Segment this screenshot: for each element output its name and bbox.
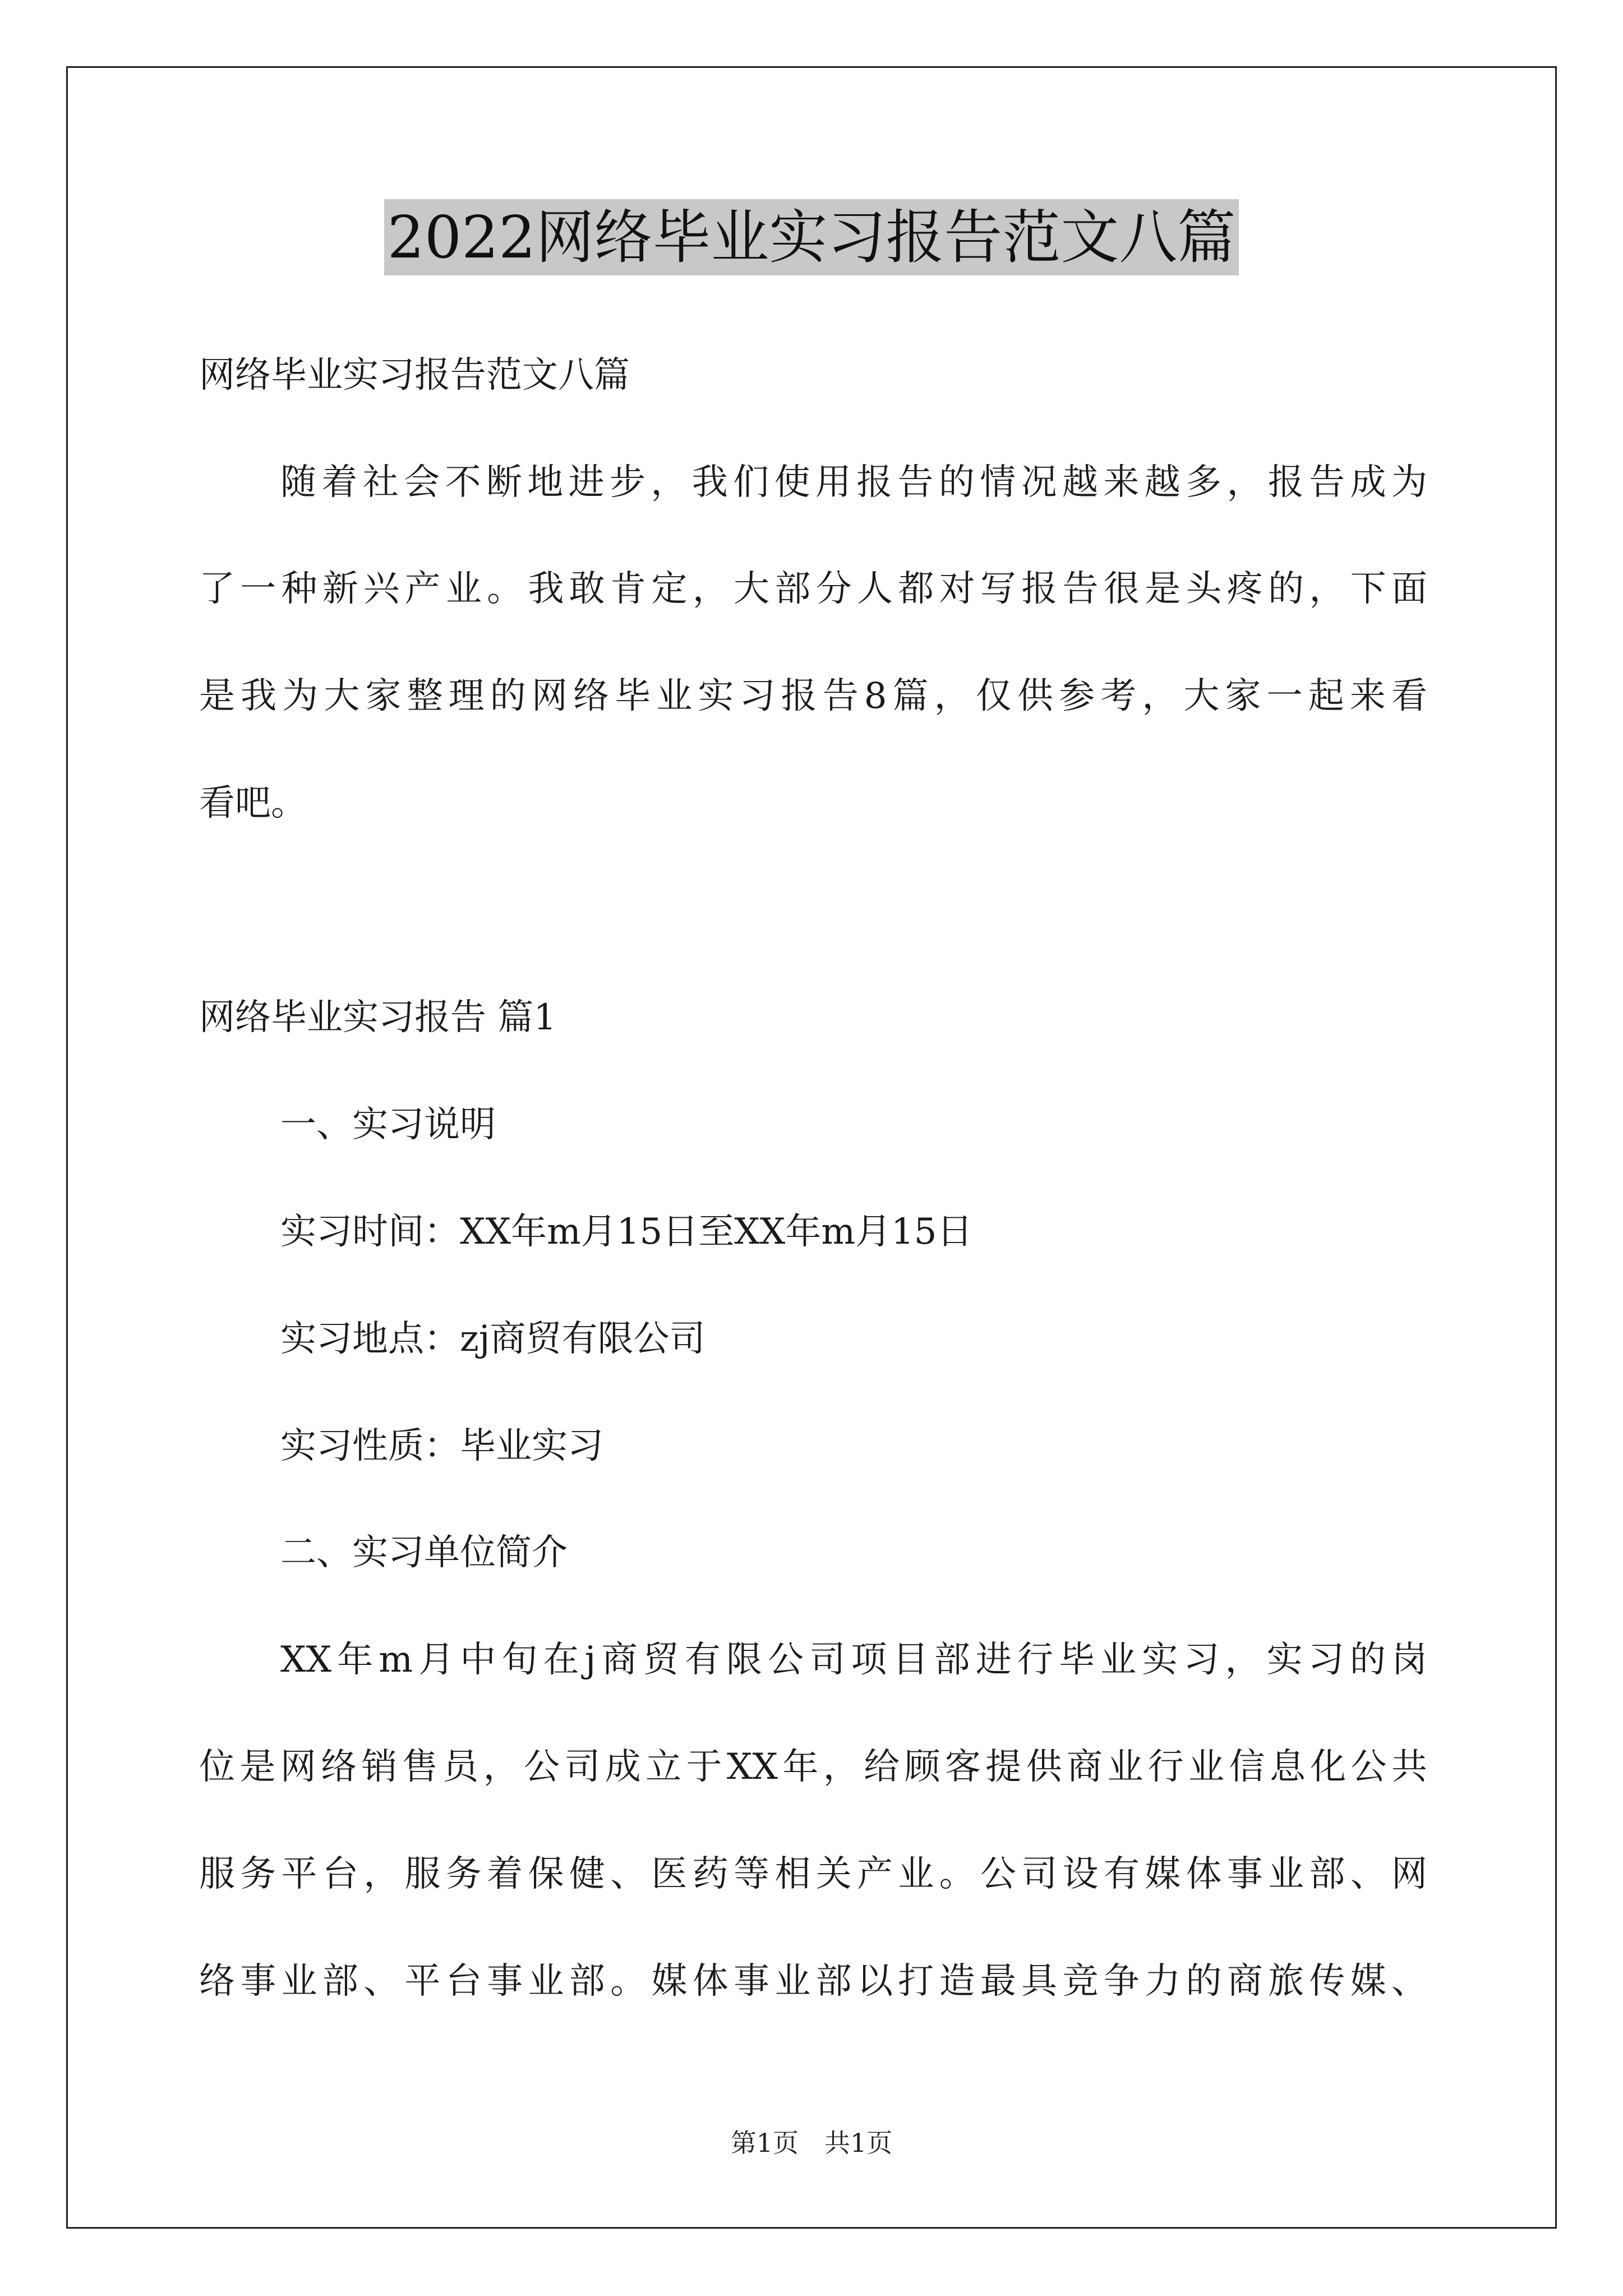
section-item-5: 二、实习单位简介	[280, 1532, 568, 1573]
intro-line-4: 看吧。	[199, 783, 307, 824]
section-heading: 网络毕业实习报告 篇1	[199, 997, 557, 1038]
document-subtitle: 网络毕业实习报告范文八篇	[199, 355, 630, 396]
intro-line-2: 了一种新兴产业。我敢肯定，大部分人都对写报告很是头疼的，下面	[199, 568, 1427, 610]
section-item-1: 一、实习说明	[280, 1104, 496, 1145]
body-line-2: 位是网络销售员，公司成立于XX年，给顾客提供商业行业信息化公共	[199, 1746, 1427, 1788]
body-line-4: 络事业部、平台事业部。媒体事业部以打造最具竞争力的商旅传媒、	[199, 1961, 1427, 2002]
page-footer: 第1页 共1页	[730, 2128, 893, 2158]
document-title: 2022网络毕业实习报告范文八篇	[384, 199, 1239, 275]
intro-line-1: 随着社会不断地进步，我们使用报告的情况越来越多，报告成为	[280, 462, 1427, 503]
section-item-4: 实习性质：毕业实习	[280, 1425, 603, 1467]
section-item-3: 实习地点：zj商贸有限公司	[280, 1318, 706, 1360]
body-line-1: XX年m月中旬在j商贸有限公司项目部进行毕业实习，实习的岗	[280, 1639, 1427, 1681]
body-line-3: 服务平台，服务着保健、医药等相关产业。公司设有媒体事业部、网	[199, 1853, 1427, 1895]
title-container	[0, 199, 1623, 275]
section-item-2: 实习时间：XX年m月15日至XX年m月15日	[280, 1211, 973, 1253]
intro-line-3: 是我为大家整理的网络毕业实习报告8篇，仅供参考，大家一起来看	[199, 675, 1427, 717]
